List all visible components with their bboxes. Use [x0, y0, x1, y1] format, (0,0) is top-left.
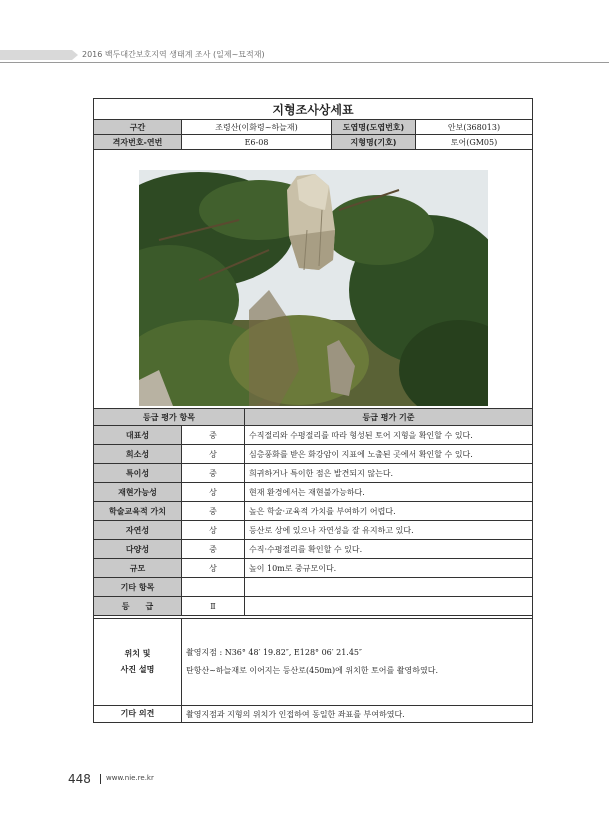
criteria-grade — [182, 578, 245, 597]
footer-separator — [100, 774, 101, 784]
other-opinion-label: 기타 의견 — [94, 706, 182, 723]
map-sheet-value: 안보(368013) — [416, 120, 533, 135]
criteria-label: 다양성 — [94, 540, 182, 559]
photo-coordinates: 촬영지점 : N36° 48′ 19.82″, E128° 06′ 21.45″ — [186, 648, 363, 657]
criteria-item-header: 등급 평가 항목 — [94, 409, 245, 426]
criteria-desc: 등산로 상에 있으나 자연성을 잘 유지하고 있다. — [245, 521, 533, 540]
criteria-grade: 중 — [182, 540, 245, 559]
criteria-grade: 상 — [182, 483, 245, 502]
criteria-label: 희소성 — [94, 445, 182, 464]
section-label: 구간 — [94, 120, 182, 135]
criteria-label: 대표성 — [94, 426, 182, 445]
criteria-desc: 높은 학술·교육적 가치를 부여하기 어렵다. — [245, 502, 533, 521]
criteria-basis-header: 등급 평가 기준 — [245, 409, 533, 426]
running-header — [0, 48, 609, 62]
landform-name-value: 토어(GM05) — [416, 135, 533, 150]
grid-number-label: 격자번호-연번 — [94, 135, 182, 150]
criteria-row — [94, 578, 533, 597]
page-footer — [68, 772, 368, 786]
criteria-row — [94, 445, 533, 464]
page-number: 448 — [68, 772, 91, 786]
criteria-label: 규모 — [94, 559, 182, 578]
map-sheet-label: 도엽명(도엽번호) — [332, 120, 416, 135]
landform-name-label: 지형명(기호) — [332, 135, 416, 150]
criteria-grade: 중 — [182, 502, 245, 521]
header-accent-bar — [0, 50, 72, 60]
other-opinion-value: 촬영지점과 지형의 위치가 인접하여 동일한 좌표를 부여하였다. — [182, 706, 533, 723]
criteria-grade: 중 — [182, 426, 245, 445]
location-label-line1: 위치 및 — [124, 649, 151, 658]
criteria-desc: 수직·수평절리를 확인할 수 있다. — [245, 540, 533, 559]
criteria-label: 재현가능성 — [94, 483, 182, 502]
section-value: 조령산(이화령~하늘재) — [182, 120, 332, 135]
criteria-grade: 상 — [182, 521, 245, 540]
criteria-grade: 중 — [182, 464, 245, 483]
criteria-row — [94, 521, 533, 540]
sheet-title: 지형조사상세표 — [94, 99, 533, 120]
running-header-text: 2016 백두대간보호지역 생태계 조사 (일제~묘적재) — [82, 50, 265, 59]
criteria-desc — [245, 578, 533, 597]
criteria-row — [94, 559, 533, 578]
criteria-desc: 수직절리와 수평절리를 따라 형성된 토어 지형을 확인할 수 있다. — [245, 426, 533, 445]
photo-cell — [94, 150, 533, 409]
criteria-desc: 현재 환경에서는 재현불가능하다. — [245, 483, 533, 502]
landform-survey-sheet — [93, 98, 533, 723]
overall-grade-value: Ⅱ — [182, 597, 245, 616]
criteria-row — [94, 426, 533, 445]
criteria-label: 특이성 — [94, 464, 182, 483]
overall-grade-desc — [245, 597, 533, 616]
criteria-grade: 상 — [182, 559, 245, 578]
criteria-label: 학술교육적 가치 — [94, 502, 182, 521]
location-label — [94, 619, 182, 706]
criteria-grade: 상 — [182, 445, 245, 464]
location-label-line2: 사진 설명 — [120, 665, 155, 674]
criteria-label: 자연성 — [94, 521, 182, 540]
criteria-row — [94, 540, 533, 559]
criteria-desc: 심층풍화를 받은 화강암이 지표에 노출된 곳에서 확인할 수 있다. — [245, 445, 533, 464]
grid-number-value: E6-08 — [182, 135, 332, 150]
criteria-row — [94, 502, 533, 521]
photo-description: 탄항산~하늘재로 이어지는 등산로(450m)에 위치한 토어를 촬영하였다. — [186, 666, 438, 675]
location-description — [182, 619, 533, 706]
criteria-desc: 희귀하거나 특이한 점은 발견되지 않는다. — [245, 464, 533, 483]
tor-photo — [139, 170, 488, 406]
header-accent-arrow — [72, 50, 78, 60]
footer-url: www.nie.re.kr — [106, 774, 154, 782]
header-rule — [0, 62, 609, 63]
criteria-row — [94, 464, 533, 483]
criteria-desc: 높이 10m로 중규모이다. — [245, 559, 533, 578]
criteria-row-grade — [94, 597, 533, 616]
criteria-label: 기타 항목 — [94, 578, 182, 597]
overall-grade-label: 등 급 — [94, 597, 182, 616]
criteria-row — [94, 483, 533, 502]
